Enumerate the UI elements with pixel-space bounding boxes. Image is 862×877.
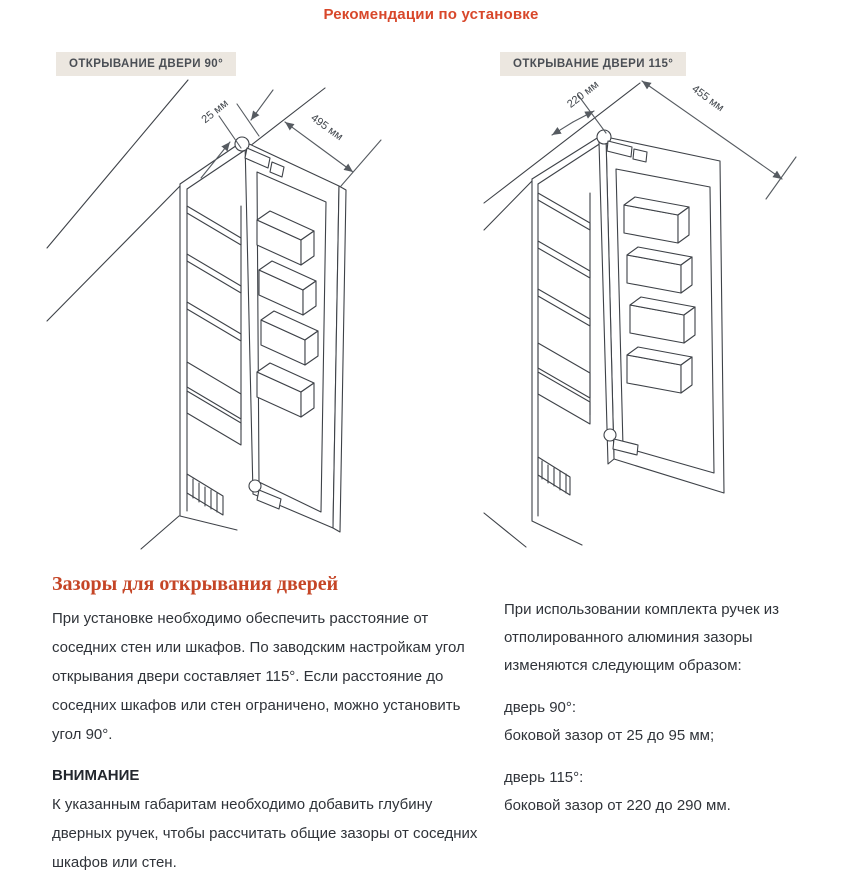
- section-heading: Зазоры для открывания дверей: [52, 573, 339, 595]
- drawers: [538, 343, 590, 424]
- shelves: [538, 193, 590, 326]
- clearance-paragraph: При установке необходимо обеспечить расстояние от соседних стен или шкафов. По заводским настройкам угол открывания двери составляет 115°. Если расстояние до соседних шкафов или стен ограничено, можно установить угол 90°.: [52, 610, 465, 743]
- door-115-gap-block: [504, 764, 834, 820]
- diagram-door-90-drawing: [45, 78, 445, 553]
- door-115-value: боковой зазор от 220 до 290 мм.: [504, 797, 731, 814]
- door-90-gap-block: [504, 694, 834, 750]
- dim-label-side-gap: 25 мм: [199, 97, 231, 126]
- shelves: [187, 206, 241, 341]
- dim-label-door-swing: 495 мм: [308, 111, 346, 144]
- cabinet-outline: [180, 141, 245, 530]
- diagram-door-90: [45, 78, 445, 558]
- right-text-column: [504, 596, 834, 820]
- diagram-door-115: [482, 75, 862, 555]
- vent-grille: [538, 457, 570, 495]
- dim-label-door-swing: 455 мм: [689, 82, 727, 115]
- handles-paragraph: При использовании комплекта ручек из отполированного алюминия зазоры изменяются следующим образом:: [504, 601, 780, 674]
- cabinet-outline: [532, 135, 604, 545]
- dim-label-side-gap: 220 мм: [565, 78, 602, 111]
- warning-title: ВНИМАНИЕ: [52, 767, 140, 784]
- diagram-door-115-drawing: [482, 75, 862, 550]
- drawers: [187, 362, 241, 445]
- left-text-column: [52, 572, 492, 877]
- door-115-label: дверь 115°:: [504, 769, 584, 786]
- door-90-value: боковой зазор от 25 до 95 мм;: [504, 727, 715, 744]
- vent-grille: [187, 474, 223, 515]
- figure-label-door-115: ОТКРЫВАНИЕ ДВЕРИ 115°: [500, 52, 686, 76]
- door-90-label: дверь 90°:: [504, 699, 577, 716]
- warning-paragraph: К указанным габаритам необходимо добавить глубину дверных ручек, чтобы рассчитать общие зазоры от соседних шкафов или стен.: [52, 796, 478, 871]
- page-title: Рекомендации по установке: [323, 6, 539, 23]
- figure-label-door-90: ОТКРЫВАНИЕ ДВЕРИ 90°: [56, 52, 236, 76]
